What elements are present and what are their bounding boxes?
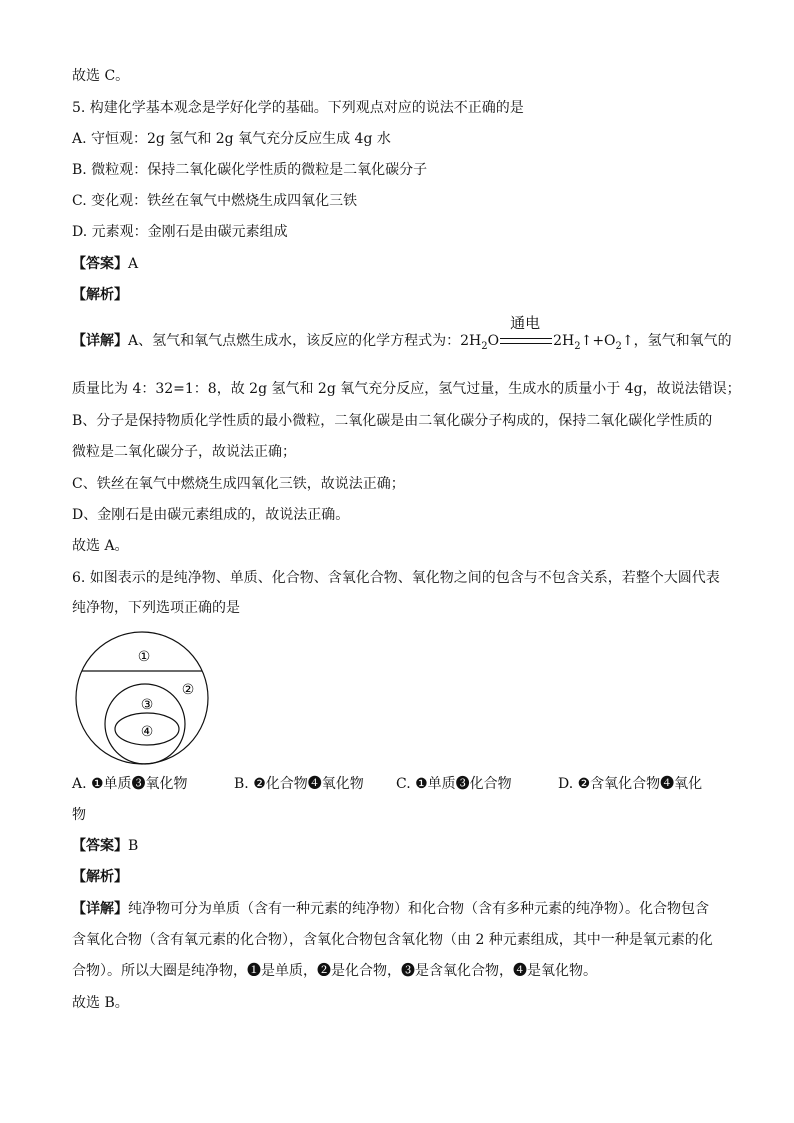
detail-label: 【详解】 — [72, 901, 128, 917]
reaction-condition: 通电 — [510, 314, 541, 332]
q5-detail-line4: 微粒是二氧化碳分子，故说法正确； — [72, 444, 296, 460]
q5-option-d: D. 元素观：金刚石是由碳元素组成 — [72, 224, 288, 240]
equals-sign — [500, 338, 552, 344]
detail-text: A、氢气和氧气点燃生成水，该反应的化学方程式为： — [128, 333, 461, 349]
q6-stem-line1: 6. 如图表示的是纯净物、单质、化合物、含氧化合物、氧化物之间的包含与不包含关系，若整个大圆代表 — [72, 570, 720, 586]
q5-analysis-label: 【解析】 — [72, 287, 128, 303]
q5-detail-line6: D、金刚石是由碳元素组成的，故说法正确。 — [72, 507, 350, 523]
chemical-equation: $2H_2O$ 通电 $2H_2↑+O_2↑$ — [460, 314, 634, 352]
q5-detail-line5: C、铁丝在氧气中燃烧生成四氧化三铁，故说法正确； — [72, 476, 405, 492]
detail-text: 纯净物可分为单质（含有一种元素的纯净物）和化合物（含有多种元素的纯净物）。化合物包含 — [128, 901, 709, 917]
q6-detail-line3: 合物）。所以大圈是纯净物，❶是单质，❷是化合物，❸是含氧化合物，❹是氧化物。 — [72, 963, 597, 979]
q5-detail-line2: 质量比为 4：32=1：8，故 2g 氢气和 2g 氧气充分反应，氢气过量，生成水的质量小于 4g，故说法错误； — [72, 381, 741, 397]
diagram-label-4: ④ — [140, 724, 154, 740]
detail-label: 【详解】 — [72, 333, 128, 349]
detail-text-tail: ，氢气和氧气的 — [633, 333, 732, 349]
answer-value: B — [128, 838, 139, 854]
q5-option-a: A. 守恒观：2g 氢气和 2g 氧气充分反应生成 4g 水 — [72, 131, 391, 147]
q6-detail-line1 — [72, 899, 709, 919]
q6-option-d: D. ❷含氧化合物❹氧化 — [558, 776, 703, 792]
diagram-label-3: ③ — [140, 697, 154, 713]
q5-final-answer: 故选 A。 — [72, 538, 129, 554]
q5-stem: 5. 构建化学基本观念是学好化学的基础。下列观点对应的说法不正确的是 — [72, 100, 524, 116]
q6-option-d-wrap: 物 — [72, 807, 86, 823]
q6-stem-line2: 纯净物，下列选项正确的是 — [72, 600, 240, 616]
q6-analysis-label: 【解析】 — [72, 869, 128, 885]
q6-option-b: B. ❷化合物❹氧化物 — [234, 776, 364, 792]
q5-detail-line1 — [72, 314, 732, 357]
diagram-label-1: ① — [137, 649, 151, 665]
q6-answer — [72, 836, 138, 856]
q5-option-c: C. 变化观：铁丝在氧气中燃烧生成四氧化三铁 — [72, 193, 358, 209]
answer-label: 【答案】 — [72, 256, 128, 272]
q6-option-c: C. ❶单质❸化合物 — [396, 776, 512, 792]
diagram-label-2: ② — [181, 682, 195, 698]
answer-value: A — [128, 256, 139, 272]
answer-label: 【答案】 — [72, 838, 128, 854]
q6-detail-line2: 含氧化合物（含有氧元素的化合物），含氧化合物包含氧化物（由 2 种元素组成，其中一种是氧元素的化 — [72, 932, 713, 948]
q5-detail-line3: B、分子是保持物质化学性质的最小微粒，二氧化碳是由二氧化碳分子构成的，保持二氧化碳化学性质的 — [72, 413, 713, 429]
q5-option-b: B. 微粒观：保持二氧化碳化学性质的微粒是二氧化碳分子 — [72, 162, 428, 178]
set-diagram — [70, 628, 220, 768]
q5-answer — [72, 254, 138, 274]
q4-answer: 故选 C。 — [72, 68, 130, 84]
q6-final-answer: 故选 B。 — [72, 995, 129, 1011]
q6-option-a: A. ❶单质❸氧化物 — [72, 776, 188, 792]
